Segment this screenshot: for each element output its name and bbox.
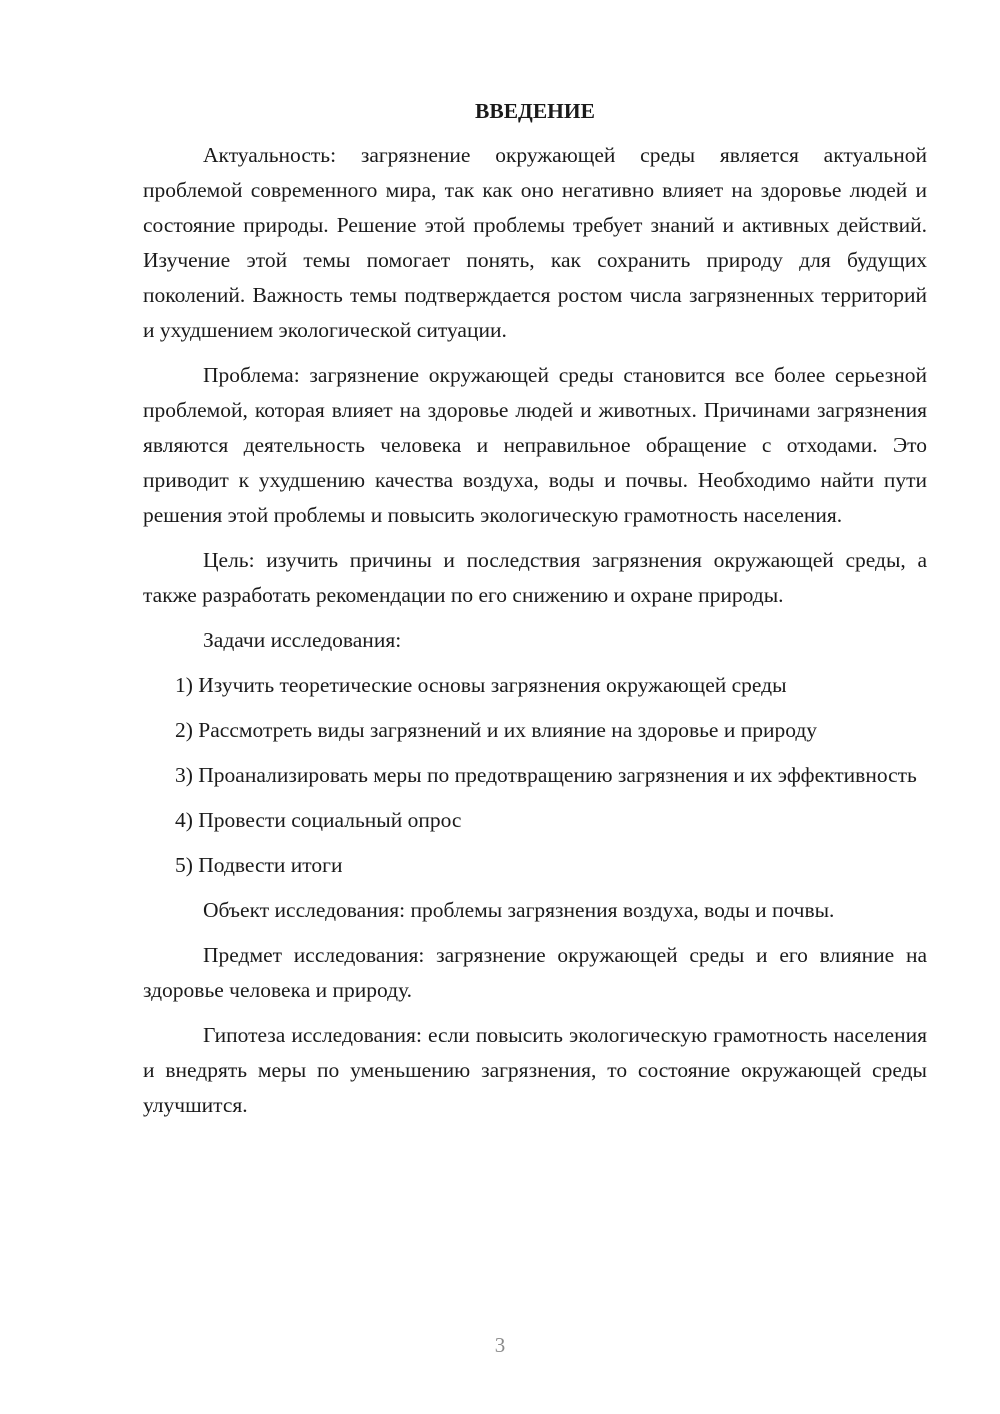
goal-paragraph: Цель: изучить причины и последствия загрязнения окружающей среды, а также разработать рекомендации по его снижению и охране природы.	[143, 548, 927, 607]
task-item-3: 3) Проанализировать меры по предотвращению загрязнения и их эффективность	[175, 763, 917, 787]
problem-paragraph: Проблема: загрязнение окружающей среды становится все более серьезной проблемой, которая влияет на здоровье людей и животных. Причинами загрязнения являются деятельность человека и неправильное обращение с отходами. Это приводит к ухудшению качества воздуха, воды и почвы. Необходимо найти пути решения этой проблемы и повысить экологическую грамотность населения.	[143, 363, 927, 527]
subject-paragraph: Предмет исследования: загрязнение окружающей среды и его влияние на здоровье человека и природу.	[143, 943, 927, 1002]
hypothesis-paragraph: Гипотеза исследования: если повысить экологическую грамотность населения и внедрять меры по уменьшению загрязнения, то состояние окружающей среды улучшится.	[143, 1023, 927, 1117]
tasks-heading: Задачи исследования:	[203, 628, 402, 652]
task-item-4: 4) Провести социальный опрос	[175, 808, 462, 832]
task-item-1: 1) Изучить теоретические основы загрязнения окружающей среды	[175, 673, 787, 697]
page-number: 3	[494, 1333, 506, 1357]
page-content	[143, 96, 927, 1133]
object-paragraph: Объект исследования: проблемы загрязнения воздуха, воды и почвы.	[203, 898, 835, 922]
task-item-5: 5) Подвести итоги	[175, 853, 343, 877]
relevance-paragraph: Актуальность: загрязнение окружающей среды является актуальной проблемой современного мира, так как оно негативно влияет на здоровье людей и состояние природы. Решение этой проблемы требует знаний и активных действий. Изучение этой темы помогает понять, как сохранить природу для будущих поколений. Важность темы подтверждается ростом числа загрязненных территорий и ухудшением экологической ситуации.	[143, 143, 927, 342]
section-title: ВВЕДЕНИЕ	[475, 99, 595, 123]
task-item-2: 2) Рассмотреть виды загрязнений и их влияние на здоровье и природу	[175, 718, 818, 742]
